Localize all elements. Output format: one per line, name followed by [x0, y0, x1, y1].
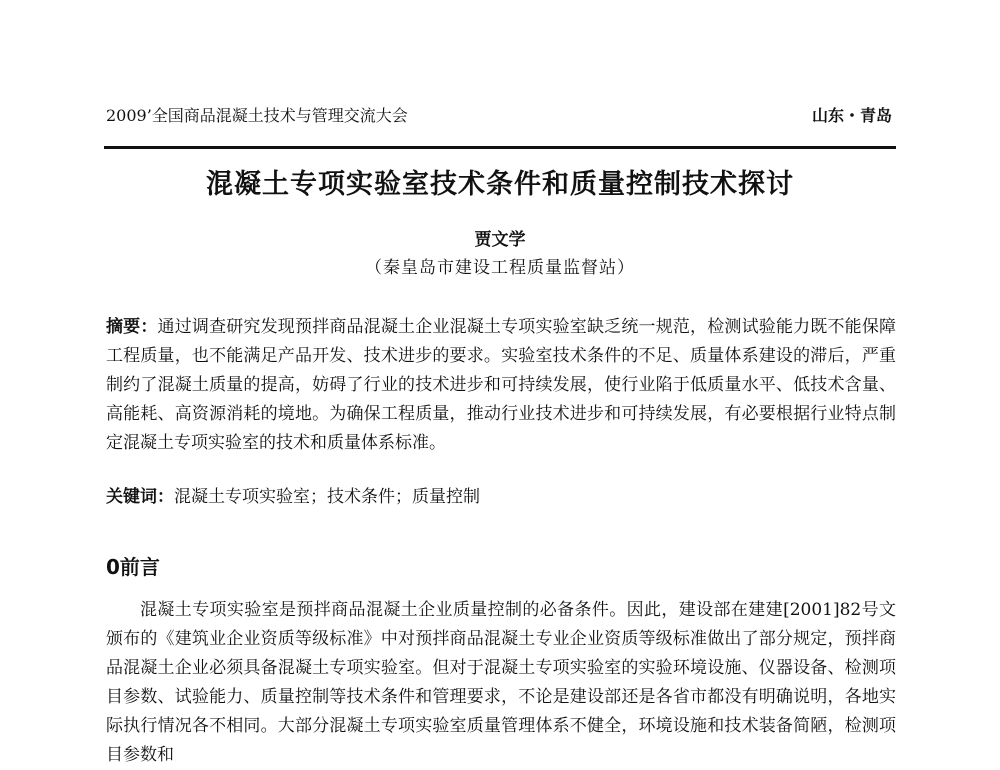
running-header [106, 104, 892, 128]
keywords [106, 483, 896, 512]
keywords-label: 关键词： [106, 487, 174, 507]
author-name: 贾文学 [474, 230, 526, 250]
abstract [106, 313, 896, 458]
paper-title: 混凝土专项实验室技术条件和质量控制技术探讨 [206, 169, 794, 200]
conference-name: 2009’全国商品混凝土技术与管理交流大会 [106, 106, 408, 125]
header-rule [104, 146, 896, 149]
abstract-label: 摘要： [106, 317, 158, 337]
body-paragraph: 混凝土专项实验室是预拌商品混凝土企业质量控制的必备条件。因此，建设部在建建[2001]82号文颁布的《建筑业企业资质等级标准》中对预拌商品混凝土专业企业资质等级标准做出了部分规定，预拌商品混凝土企业必须具备混凝土专项实验室。但对于混凝土专项实验室的实验环境设施、仪器设备、检测项目参数、试验能力、质量控制等技术条件和管理要求，不论是建设部还是各省市都没有明确说明，各地实际执行情况各不相同。大部分混凝土专项实验室质量管理体系不健全，环境设施和技术装备简陋，检测项目参数和 [106, 600, 896, 765]
abstract-text: 通过调查研究发现预拌商品混凝土企业混凝土专项实验室缺乏统一规范，检测试验能力既不能保障工程质量，也不能满足产品开发、技术进步的要求。实验室技术条件的不足、质量体系建设的滞后，严重制约了混凝土质量的提高，妨碍了行业的技术进步和可持续发展，使行业陷于低质量水平、低技术含量、高能耗、高资源消耗的境地。为确保工程质量，推动行业技术进步和可持续发展，有必要根据行业特点制定混凝土专项实验室的技术和质量体系标准。 [106, 317, 897, 453]
author-affiliation: （秦皇岛市建设工程质量监督站） [365, 258, 635, 278]
keywords-text: 混凝土专项实验室；技术条件；质量控制 [174, 487, 480, 507]
conference-location: 山东・青岛 [811, 106, 892, 125]
section-heading: 0前言 [106, 555, 160, 579]
